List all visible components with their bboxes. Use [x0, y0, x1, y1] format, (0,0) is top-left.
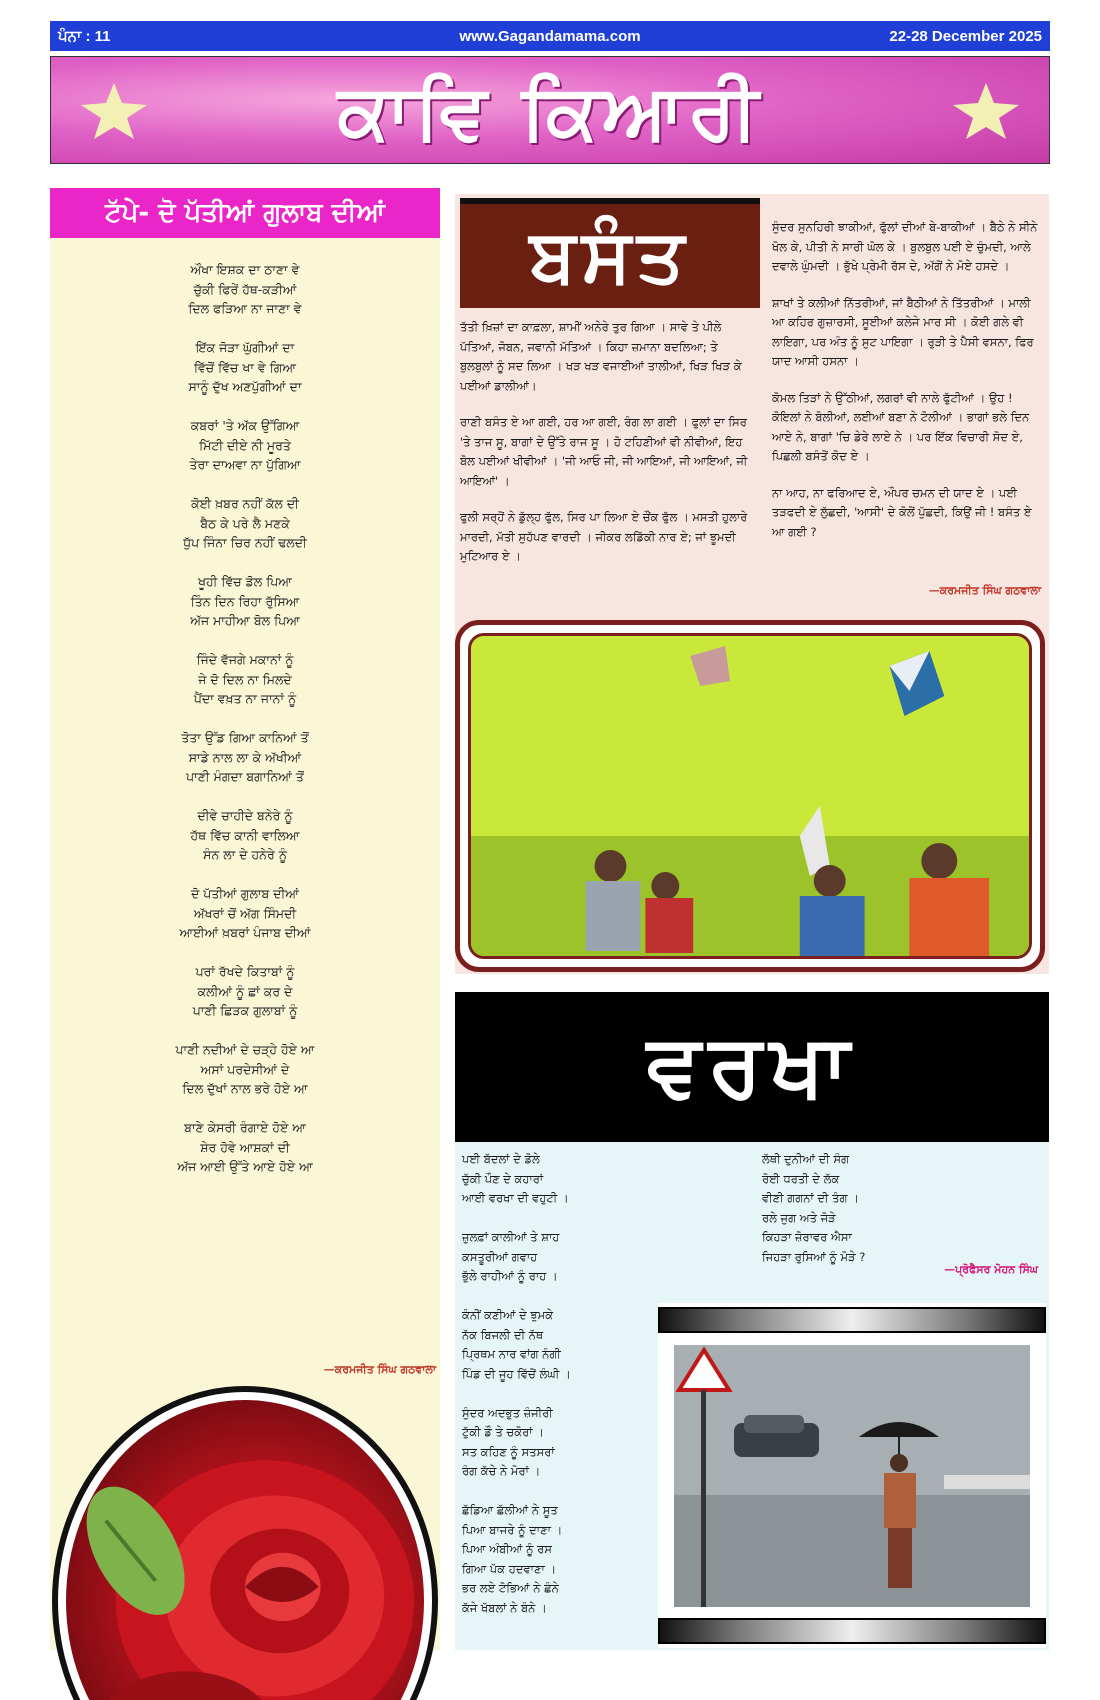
poem-line: ਕਸਤੂਰੀਆਂ ਗਵਾਹ: [462, 1249, 538, 1264]
star-icon: [951, 81, 1021, 141]
rose-image-frame: [52, 1386, 438, 1700]
poem-line: ਤੇਰਾ ਦਾਅਵਾ ਨਾ ਪੁੱਗਿਆ: [189, 457, 301, 472]
poem-line: ਤੋਤਾ ਉੱਡ ਗਿਆ ਕਾਨਿਆਂ ਤੋਂ: [181, 730, 309, 745]
poem-line: ਕੋਈ ਖ਼ਬਰ ਨਹੀਂ ਕੱਲ ਦੀ: [191, 496, 299, 511]
poem-line: ਪਾਣੀ ਨਦੀਆਂ ਦੇ ਚੜ੍ਹੇ ਹੋਏ ਆ: [175, 1042, 315, 1057]
poem-paragraph: ਸ਼ਾਖਾਂ ਤੇ ਕਲੀਆਂ ਨਿੱਤਰੀਆਂ, ਜਾਂ ਬੈਠੀਆਂ ਨੇ ਤਿੱਤਰੀਆਂ । ਮਾਲੀ ਆ ਕਹਿਰ ਗੁਜ਼ਾਰਸੀ, ਸੂਈਆਂ ਕਲੇਜੇ ਮਾਰ ਸੀ । ਕੋਈ ਗਲੇ ਵੀ ਲਾਇਗਾ, ਪਰ ਅੰਤ ਨੂੰ ਸੁਟ ਪਾਇਗਾ । ਰੁੜੀ ਤੇ ਪੈਸੀ ਵਸਨਾ, ਫਿਰ ਯਾਦ ਆਸੀ ਹਸਨਾ ।: [772, 295, 1034, 368]
poem-line: ਆਈ ਵਰਖਾ ਦੀ ਵਹੁਟੀ ।: [462, 1191, 569, 1205]
poem-line: ਪਿਆ ਅੰਬੀਆਂ ਨੂੰ ਰਸ: [462, 1542, 552, 1556]
stanza: [50, 1040, 440, 1099]
poem-paragraph: ਫੁਲੀ ਸਰ੍ਹੋਂ ਨੇ ਡੁੱਲ੍ਹ ਫੁੱਲ, ਸਿਰ ਪਾ ਲਿਆ ਏ ਚੌਂਕ ਫੁੱਲ । ਮਸਤੀ ਹੁਲਾਰੇ ਮਾਰਦੀ, ਮੱਤੀ ਸੁਹੱਪਣ ਵਾਰਦੀ । ਜੀਕਰ ਲਡਿੱਕੀ ਨਾਰ ਏ; ਜਾਂ ਝੂਮਦੀ ਮੁਟਿਆਰ ਏ ।: [460, 510, 748, 563]
poem-paragraph: ਸੁੰਦਰ ਸੁਨਹਿਰੀ ਝਾਕੀਆਂ, ਫੁੱਲਾਂ ਦੀਆਂ ਬੇ-ਬਾਕੀਆਂ । ਬੈਠੇ ਨੇ ਸੀਨੇ ਖੋਲ ਕੇ, ਪੀਤੀ ਨੇ ਸਾਰੀ ਘੋਲ ਕੇ । ਬੁਲਬੁਲ ਪਈ ਏ ਚੁੰਮਦੀ, ਆਲੇ ਦਵਾਲੇ ਘੁੰਮਦੀ । ਭੁੱਖੇ ਪ੍ਰੇਮੀ ਰੱਸ ਦੇ, ਅੱਗੋਂ ਨੇ ਮੋਏ ਹਸਦੇ ।: [772, 220, 1038, 273]
poem-line: ਟੁੱਕੀ ਡੌ ਤੇ ਚਕੋਰਾਂ ।: [462, 1425, 544, 1439]
poem-line: ਪਰਾਂ ਰੱਖਦੇ ਕਿਤਾਬਾਂ ਨੂੰ: [195, 964, 295, 979]
poem-line: ਕੱਜੇ ਖੱਬਲਾਂ ਨੇ ਬੰਨੇ ।: [462, 1600, 547, 1615]
poem-line: ਬੈਠ ਕੇ ਪਰੇ ਲੈ ਮਣਕੇ: [200, 515, 290, 531]
poem-line: ਚੁੱਕੀ ਪੌਣ ਦੇ ਕਹਾਰਾਂ: [462, 1171, 544, 1186]
basant-byline: —ਕਰਮਜੀਤ ਸਿੰਘ ਗਠਵਾਲਾ: [928, 584, 1041, 597]
poem-line: ਸਾਡੇ ਨਾਲ ਲਾ ਕੇ ਅੱਖੀਆਂ: [188, 749, 302, 765]
varkha-byline: —ਪ੍ਰੋਫੈਸਰ ਮੋਹਨ ਸਿੰਘ: [944, 1263, 1038, 1276]
page-number: ਪੰਨਾ : 11: [58, 27, 111, 45]
poem-line: ਦਿਲ ਫੜਿਆ ਨਾ ਜਾਣਾ ਵੇ: [188, 301, 302, 316]
varkha-poem-right: [762, 1150, 1042, 1267]
poem-line: ਕਲੀਆਂ ਨੂੰ ਛਾਂ ਕਰ ਦੇ: [197, 983, 293, 999]
poem-paragraph: ਤੱਤੀ ਖ਼ਿਜ਼ਾਂ ਦਾ ਕਾਫ਼ਲਾ, ਸ਼ਾਮੀਂ ਅਨੇਰੇ ਤੁਰ ਗਿਆ । ਸਾਵੇ ਤੇ ਪੀਲੇ ਪੱਤਿਆਂ, ਜੋਬਨ, ਜਵਾਨੀ ਮੱਤਿਆਂ । ਕਿਹਾ ਜ਼ਮਾਨਾ ਬਦਲਿਆ; ਤੇ ਬੁਲਬੁਲਾਂ ਨੂੰ ਸਦ ਲਿਆ । ਖੜ ਖੜ ਵਜਾਈਆਂ ਤਾਲੀਆਂ, ਖਿੜ ਖਿੜ ਕੇ ਪਈਆਂ ਡਾਲੀਆਂ।: [460, 320, 742, 393]
poem-line: ਜਿੰਦੇ ਵੱਜਗੇ ਮਕਾਨਾਂ ਨੂੰ: [196, 652, 294, 667]
stanza: [50, 962, 440, 1021]
poem-line: ਇੱਕ ਜੋੜਾ ਘੁੱਗੀਆਂ ਦਾ: [195, 340, 295, 355]
poem-line: ਦੋ ਪੱਤੀਆਂ ਗੁਲਾਬ ਦੀਆਂ: [191, 886, 299, 901]
poem-line: ਦੀਵੇ ਚਾਹੀਦੇ ਬਨੇਰੇ ਨੂੰ: [197, 808, 293, 823]
stanza: [462, 1228, 732, 1287]
poem-line: ਅੱਖਰਾਂ ਚੋਂ ਅੱਗ ਸਿੰਮਦੀ: [193, 905, 297, 921]
poem-line: ਪਿੰਡ ਦੀ ਜੂਹ ਵਿੱਚੋਂ ਲੰਘੀ ।: [462, 1366, 571, 1381]
poem-line: ਛੱਡਿਆ ਛੱਲੀਆਂ ਨੇ ਸੂਤ: [462, 1503, 558, 1517]
poem-line: ਜਿਹੜਾ ਰੁਸਿਆਂ ਨੂੰ ਮੋੜੇ ?: [762, 1249, 866, 1264]
poem-line: ਜੇ ਦੋ ਦਿਲ ਨਾ ਮਿਲਦੇ: [198, 671, 292, 687]
frame-bar: [658, 1618, 1046, 1644]
poem-line: ਪੈਂਦਾ ਵਖ਼ਤ ਨਾ ਜਾਨਾਂ ਨੂੰ: [193, 691, 297, 706]
stanza: [50, 806, 440, 865]
poem-line: ਗਿਆ ਪੱਕ ਹਦਵਾਣਾ ।: [462, 1561, 557, 1576]
poem-line: ਕਿਹੜਾ ਜ਼ੋਰਾਵਰ ਐਸਾ: [762, 1230, 852, 1244]
poem-line: ਖੂਹੀ ਵਿੱਚ ਡੋਲ ਪਿਆ: [198, 574, 292, 589]
poem-line: ਮਿੱਟੀ ਦੀਏ ਨੀ ਮੂਰਤੇ: [199, 437, 291, 453]
tappe-byline: —ਕਰਮਜੀਤ ਸਿੰਘ ਗਠਵਾਲਾ: [323, 1363, 436, 1376]
section-title: ਕਾਵਿ ਕਿਆਰੀ: [337, 67, 763, 156]
tappe-column: [50, 188, 440, 1650]
stanza: [50, 260, 440, 319]
poem-line: ਕੰਨੀਂ ਕਣੀਆਂ ਦੇ ਝੁਮਕੇ: [462, 1308, 554, 1322]
stanza: [50, 728, 440, 787]
stanza: [50, 494, 440, 553]
poem-paragraph: ਰਾਣੀ ਬਸੰਤ ਏ ਆ ਗਈ, ਹਰ ਆ ਗਈ, ਰੰਗ ਲਾ ਗਈ । ਫੁਲਾਂ ਦਾ ਸਿਰ 'ਤੇ ਤਾਜ ਸੂ, ਬਾਗਾਂ ਦੇ ਉੱਤੇ ਰਾਜ ਸੂ । ਹੋ ਟਹਿਣੀਆਂ ਵੀ ਨੀਵੀਆਂ, ਇਹ ਬੋਲ ਪਈਆਂ ਖੀਵੀਆਂ । 'ਜੀ ਆਓ ਜੀ, ਜੀ ਆਇਆਂ, ਜੀ ਆਇਆਂ, ਜੀ ਆਇਆਂ' ।: [460, 415, 748, 488]
poem-line: ਜ਼ੁਲਫ਼ਾਂ ਕਾਲੀਆਂ ਤੇ ਸ਼ਾਹ: [462, 1230, 560, 1244]
tappe-title: ਟੱਪੇ- ਦੋ ਪੱਤੀਆਂ ਗੁਲਾਬ ਦੀਆਂ: [50, 188, 440, 238]
website-url: www.Gagandamama.com: [459, 27, 641, 45]
poem-line: ਅੱਜ ਮਾਹੀਆ ਬੋਲ ਪਿਆ: [190, 613, 300, 628]
poem-line: ਅੱਜ ਆਈ ਉੱਤੇ ਆਏ ਹੋਏ ਆ: [177, 1159, 313, 1174]
frame-bar: [658, 1307, 1046, 1333]
basant-title: ਬਸੰਤ: [460, 198, 760, 308]
issue-date: 22-28 December 2025: [889, 27, 1042, 45]
poem-line: ਭਰ ਲਏ ਟੋਭਿਆਂ ਨੇ ਛੰਨੇ: [462, 1581, 559, 1595]
poem-line: ਰਲੇ ਜੁਗ ਅਤੇ ਜੋੜੇ: [762, 1210, 836, 1225]
poem-line: ਸੰਨ ਲਾ ਦੇ ਹਨੇਰੇ ਨੂੰ: [203, 847, 287, 862]
poem-line: ਧੁੱਪ ਜਿੰਨਾ ਚਿਰ ਨਹੀਂ ਢਲਦੀ: [183, 535, 307, 550]
poem-line: ਦਿਲ ਦੁੱਖਾਂ ਨਾਲ ਭਰੇ ਹੋਏ ਆ: [182, 1081, 308, 1096]
poem-line: ਵਿੱਚੋਂ ਵਿੱਚ ਖਾ ਵੇ ਗਿਆ: [193, 359, 297, 375]
page-header-bar: [50, 21, 1050, 51]
poem-line: ਸਤ ਕਹਿਣ ਨੂੰ ਸਤਸਰਾਂ: [462, 1444, 555, 1459]
poem-line: ਆਈਆਂ ਖ਼ਬਰਾਂ ਪੰਜਾਬ ਦੀਆਂ: [179, 925, 311, 940]
poem-line: ਪਾਣੀ ਛਿੜਕ ਗੁਲਾਬਾਂ ਨੂੰ: [192, 1003, 298, 1018]
rose-image: [66, 1400, 424, 1700]
poem-line: ਹੱਥ ਵਿੱਚ ਕਾਨੀ ਵਾਲਿਆ: [190, 827, 300, 843]
stanza: [50, 650, 440, 709]
varkha-title: ਵਰਖਾ: [455, 992, 1049, 1142]
basant-poem-right: [772, 218, 1044, 559]
poem-line: ਤਿੰਨ ਦਿਨ ਰਿਹਾ ਰੁੱਸਿਆ: [190, 593, 300, 609]
stanza: [50, 416, 440, 475]
stanza: [50, 572, 440, 631]
poem-line: ਬਾਣੇ ਕੇਸਰੀ ਰੰਗਾਏ ਹੋਏ ਆ: [184, 1120, 306, 1135]
basant-poem-left: [460, 318, 750, 584]
poem-line: ਚੁੱਕੀ ਫਿਰੇਂ ਹੱਥ-ਕੜੀਆਂ: [193, 281, 297, 297]
stanza: [462, 1150, 732, 1209]
tappe-poem: [50, 260, 440, 1196]
kite-photo: [468, 633, 1032, 959]
poem-line: ਵੀਣੀ ਗਗਨਾਂ ਦੀ ਤੰਗ ।: [762, 1191, 859, 1205]
poem-line: ਰੋਈ ਧਰਤੀ ਦੇ ਲੱਕ: [762, 1171, 840, 1186]
poem-paragraph: ਕੋਮਲ ਤਿੜਾਂ ਨੇ ਉੱਠੀਆਂ, ਲਗਰਾਂ ਵੀ ਨਾਲੇ ਫੁੱਟੀਆਂ । ਉਹ ! ਕੋਇਲਾਂ ਨੇ ਬੋਲੀਆਂ, ਲਈਆਂ ਬਣਾ ਨੇ ਟੋਲੀਆਂ । ਭਾਗਾਂ ਭਲੇ ਦਿਨ ਆਏ ਨੇ, ਬਾਗਾਂ 'ਚਿ ਡੇਰੇ ਲਾਏ ਨੇ । ਪਰ ਇੱਕ ਵਿਚਾਰੀ ਸੋਦ ਏ, ਪਿਛਲੀ ਬਸੰਤੋਂ ਕੋਦ ਏ ।: [772, 390, 1030, 463]
section-banner: [50, 56, 1050, 164]
poem-line: ਸਾਨੂੰ ਦੁੱਖ ਅਣਪੁੱਗੀਆਂ ਦਾ: [188, 379, 302, 394]
rain-photo: [674, 1345, 1030, 1607]
rain-photo-frame: [658, 1303, 1046, 1648]
stanza: [762, 1150, 1042, 1267]
poem-line: ਲੱਥੀ ਦੁਨੀਆਂ ਦੀ ਸੰਗ: [762, 1152, 850, 1166]
poem-line: ਪਈ ਬੱਦਲਾਂ ਦੇ ਡੋਲੇ: [462, 1152, 540, 1166]
poem-line: ਪ੍ਰਿਥਮ ਨਾਰ ਵਾਂਗ ਨੰਗੀ: [462, 1347, 561, 1361]
poem-line: ਕਬਰਾਂ 'ਤੇ ਅੱਕ ਉੱਗਿਆ: [190, 418, 300, 433]
poem-paragraph: ਨਾ ਆਹ, ਨਾ ਫਰਿਆਦ ਏ, ਔਪਰ ਚਮਨ ਦੀ ਯਾਦ ਏ । ਪਈ ਤੜਫਦੀ ਏ ਲੁੱਛਦੀ, 'ਆਸੀ' ਦੇ ਕੋਲੋਂ ਪੁੱਛਦੀ, ਕਿਉਂ ਜੀ ! ਬਸੰਤ ਏ ਆ ਗਈ ?: [772, 485, 1032, 539]
poem-line: ਸ਼ੇਰ ਹੋਵੇ ਆਸ਼ਕਾਂ ਦੀ: [200, 1139, 290, 1155]
stanza: [50, 338, 440, 397]
stanza: [50, 1118, 440, 1177]
poem-line: ਪਾਣੀ ਮੰਗਦਾ ਬਗਾਨਿਆਂ ਤੋਂ: [186, 769, 304, 784]
kite-photo-frame: [455, 620, 1045, 972]
poem-line: ਭੁੱਲੇ ਰਾਹੀਆਂ ਨੂੰ ਰਾਹ ।: [462, 1269, 558, 1283]
poem-line: ਅਸਾਂ ਪਰਦੇਸੀਆਂ ਦੇ: [200, 1061, 290, 1077]
poem-line: ਸੁੰਦਰ ਅਦਭੁਤ ਜ਼ੰਜੀਰੀ: [462, 1405, 553, 1420]
stanza: [50, 884, 440, 943]
poem-line: ਔਖਾ ਇਸ਼ਕ ਦਾ ਠਾਣਾ ਵੇ: [190, 262, 300, 277]
poem-line: ਰੰਗ ਕੱਚੇ ਨੇ ਮੋਰਾਂ ।: [462, 1464, 541, 1478]
poem-line: ਨੱਕ ਬਿਜਲੀ ਦੀ ਨੱਥ: [462, 1327, 544, 1342]
poem-line: ਪਿਆ ਬਾਜਰੇ ਨੂੰ ਦਾਣਾ ।: [462, 1522, 563, 1537]
